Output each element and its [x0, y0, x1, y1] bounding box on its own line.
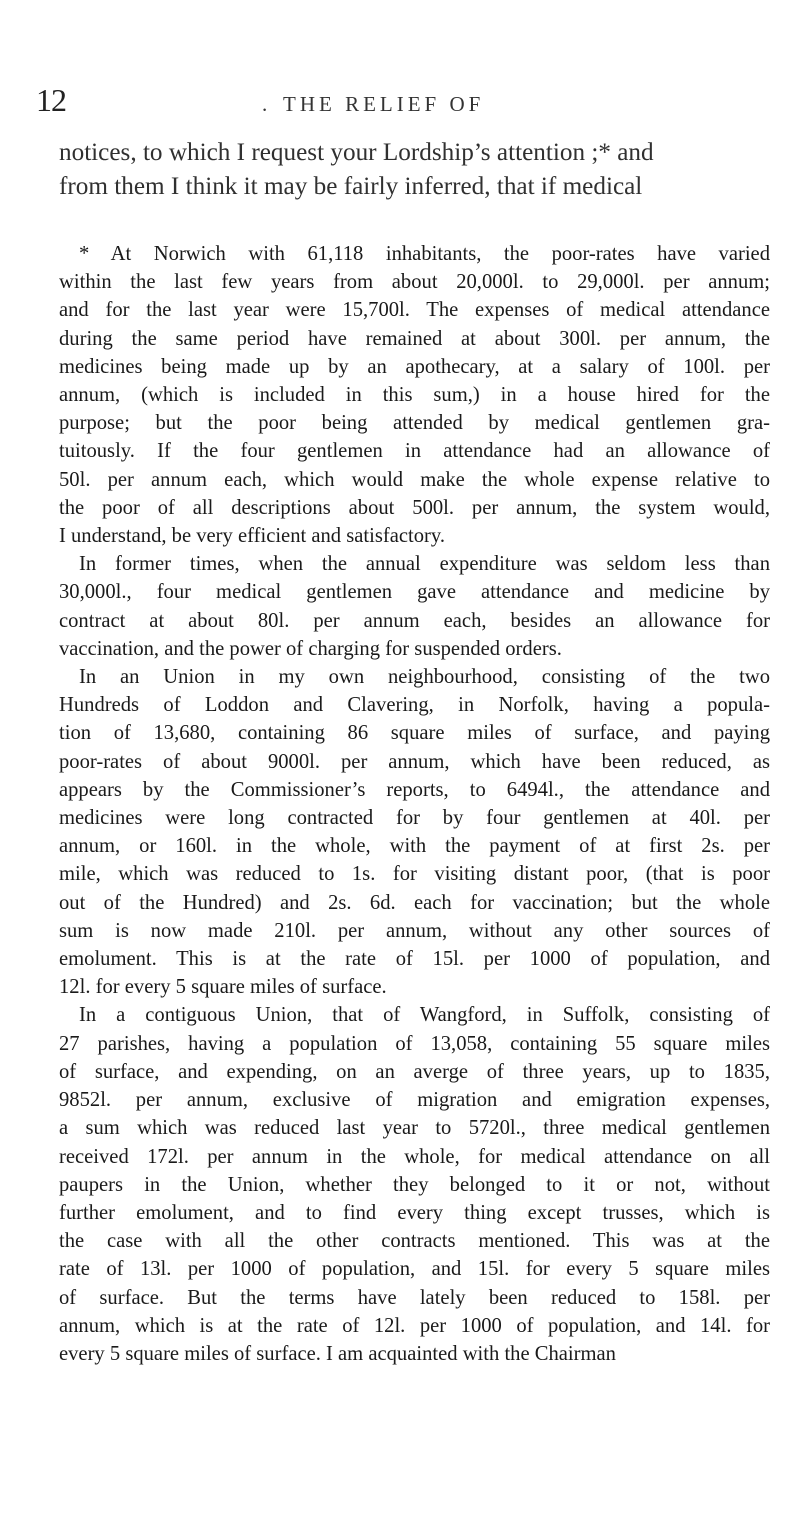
footnote-line: annum, which is at the rate of 12l. per 1000 of population, and 14l. for	[59, 1314, 770, 1337]
footnote	[59, 240, 770, 1368]
footnote-line: In an Union in my own neighbourhood, consisting of the two	[79, 666, 770, 689]
footnote-line: annum, or 160l. in the whole, with the payment of at first 2s. per	[59, 835, 770, 858]
footnote-line: the poor of all descriptions about 500l. per annum, the system would,	[59, 496, 770, 519]
body-text	[59, 136, 771, 204]
footnote-line: tuitously. If the four gentlemen in attendance had an allowance of	[59, 440, 770, 463]
running-head-title: THE RELIEF OF	[283, 92, 485, 116]
footnote-line: purpose; but the poor being attended by medical gentlemen gra-	[59, 412, 770, 435]
footnote-line: within the last few years from about 20,000l. to 29,000l. per annum;	[59, 271, 770, 294]
footnote-line: poor-rates of about 9000l. per annum, which have been reduced, as	[59, 750, 770, 773]
body-line: from them I think it may be fairly inferred, that if medical	[59, 173, 643, 200]
footnote-line: vaccination, and the power of charging for suspended orders.	[59, 637, 562, 660]
footnote-line: appears by the Commissioner’s reports, to 6494l., the attendance and	[59, 778, 770, 801]
footnote-line: sum is now made 210l. per annum, without any other sources of	[59, 919, 770, 942]
body-line: notices, to which I request your Lordship’s attention ;* and	[59, 139, 654, 166]
footnote-line: In a contiguous Union, that of Wangford, in Suffolk, consisting of	[79, 1004, 770, 1027]
footnote-line: 30,000l., four medical gentlemen gave attendance and medicine by	[59, 581, 770, 604]
footnote-line: medicines were long contracted for by four gentlemen at 40l. per	[59, 807, 770, 830]
footnote-line: and for the last year were 15,700l. The expenses of medical attendance	[59, 299, 770, 322]
footnote-line: during the same period have remained at about 300l. per annum, the	[59, 327, 770, 350]
footnote-line: out of the Hundred) and 2s. 6d. each for vaccination; but the whole	[59, 891, 770, 914]
footnote-line: 27 parishes, having a population of 13,058, containing 55 square miles	[59, 1032, 770, 1055]
footnote-line: 9852l. per annum, exclusive of migration and emigration expenses,	[59, 1089, 770, 1112]
footnote-line: of surface. But the terms have lately been reduced to 158l. per	[59, 1286, 770, 1309]
page-number: 12	[36, 82, 66, 118]
footnote-line: further emolument, and to find every thing except trusses, which is	[59, 1201, 770, 1224]
footnote-line: 12l. for every 5 square miles of surface.	[59, 976, 387, 999]
footnote-line: a sum which was reduced last year to 5720l., three medical gentlemen	[59, 1117, 770, 1140]
footnote-line: paupers in the Union, whether they belonged to it or not, without	[59, 1173, 770, 1196]
footnote-line: the case with all the other contracts mentioned. This was at the	[59, 1230, 770, 1253]
footnote-line: Hundreds of Loddon and Clavering, in Norfolk, having a popula-	[59, 694, 770, 717]
footnote-line: rate of 13l. per 1000 of population, and 15l. for every 5 square miles	[59, 1258, 770, 1281]
footnote-line: contract at about 80l. per annum each, besides an allowance for	[59, 609, 770, 632]
footnote-line: of surface, and expending, on an averge of three years, up to 1835,	[59, 1060, 770, 1083]
footnote-line: I understand, be very efficient and satisfactory.	[59, 525, 445, 548]
footnote-line: tion of 13,680, containing 86 square miles of surface, and paying	[59, 722, 770, 745]
footnote-line: medicines being made up by an apothecary, at a salary of 100l. per	[59, 355, 770, 378]
footnote-line: 50l. per annum each, which would make the whole expense relative to	[59, 468, 770, 491]
footnote-line: annum, (which is included in this sum,) in a house hired for the	[59, 384, 770, 407]
footnote-line: received 172l. per annum in the whole, for medical attendance on all	[59, 1145, 770, 1168]
footnote-line: every 5 square miles of surface. I am acquainted with the Chairman	[59, 1342, 616, 1365]
footnote-line: In former times, when the annual expenditure was seldom less than	[79, 553, 770, 576]
footnote-line: emolument. This is at the rate of 15l. per 1000 of population, and	[59, 948, 770, 971]
footnote-line: mile, which was reduced to 1s. for visiting distant poor, (that is poor	[59, 863, 770, 886]
running-head-dot: .	[262, 92, 268, 116]
footnote-line: * At Norwich with 61,118 inhabitants, the poor-rates have varied	[79, 243, 770, 265]
